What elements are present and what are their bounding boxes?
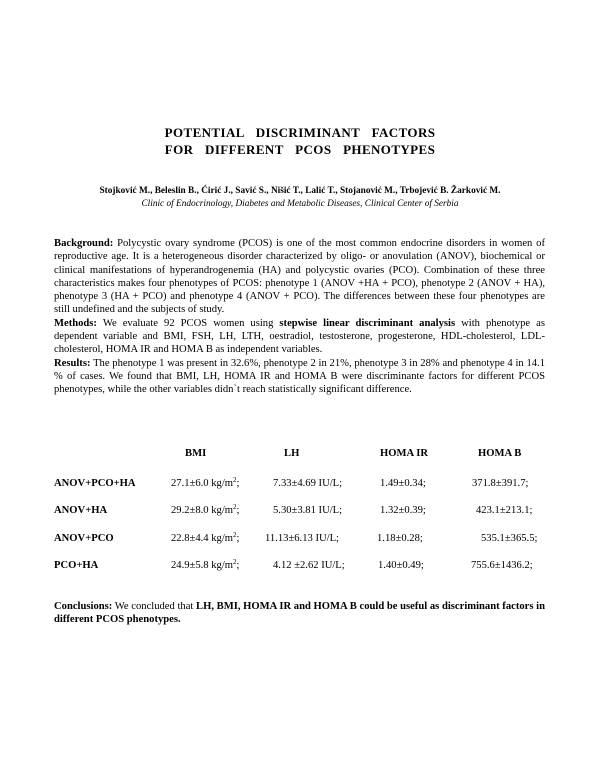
- cell-lh: 5.30±3.81 IU/L;: [273, 505, 343, 516]
- cell-lh: 11.13±6.13 IU/L;: [265, 533, 339, 544]
- row-label: ANOV+PCO+HA: [54, 478, 136, 489]
- cell-bmi: 24.9±5.8 $kg/m^2$;: [171, 558, 240, 571]
- results-paragraph: [54, 357, 545, 397]
- table-row: [54, 505, 545, 519]
- table-row: [54, 560, 545, 574]
- cell-homa-b: 535.1±365.5;: [481, 533, 538, 544]
- cell-homa-ir: 1.49±0.34;: [380, 478, 426, 489]
- header-homa-b: HOMA B: [478, 448, 522, 459]
- cell-lh: 7.33±4.69 IU/L;: [273, 478, 343, 489]
- cell-homa-b: 755.6±1436.2;: [471, 560, 533, 571]
- conclusions-emphasis: LH, BMI, HOMA IR and HOMA B could be useful as discriminant factors in different PCOS phenotypes.: [54, 601, 545, 626]
- methods-paragraph: [54, 317, 545, 357]
- table-row: [54, 478, 545, 492]
- cell-homa-ir: 1.18±0.28;: [377, 533, 423, 544]
- header-homa-ir: HOMA IR: [380, 448, 428, 459]
- methods-label: Methods:: [54, 317, 97, 329]
- title-line-2: FOR DIFFERENT PCOS PHENOTYPES: [164, 142, 436, 157]
- affiliation: Clinic of Endocrinology, Diabetes and Metabolic Diseases, Clinical Center of Serbia: [141, 199, 459, 209]
- title-line-1: POTENTIAL DISCRIMINANT FACTORS: [164, 125, 436, 140]
- results-label: Results:: [54, 357, 91, 369]
- conclusions-text-pre: We concluded that: [112, 601, 197, 612]
- cell-lh: 4.12 ±2.62 IU/L;: [273, 560, 345, 571]
- cell-homa-b: 423.1±213.1;: [476, 505, 533, 516]
- header-bmi: BMI: [185, 448, 207, 459]
- header-lh: LH: [284, 448, 300, 459]
- cell-homa-b: 371.8±391.7;: [472, 478, 529, 489]
- background-paragraph: [54, 237, 545, 317]
- cell-bmi: 27.1±6.0 $kg/m^2$;: [171, 476, 240, 489]
- row-label: PCO+HA: [54, 560, 99, 571]
- cell-bmi: 29.2±8.0 $kg/m^2$;: [171, 503, 240, 516]
- cell-homa-ir: 1.32±0.39;: [380, 505, 426, 516]
- table-row: [54, 533, 545, 547]
- results-text: The phenotype 1 was present in 32.6%, phenotype 2 in 21%, phenotype 3 in 28% and phenotype 4 in 14.1 % of cases. We found that BMI, LH, HOMA IR and HOMA B were discriminante factors for different PCOS phenotypes, while the other variables didn`t reach statistically significant difference.: [54, 357, 545, 396]
- author-list: Stojković M., Beleslin B., Ćirić J., Savić S., Nišić T., Lalić T., Stojanović M., Trbojević B. Žarković M.: [99, 186, 501, 196]
- background-label: Background:: [54, 238, 114, 249]
- background-text: Polycystic ovary syndrome (PCOS) is one of the most common endocrine disorders in women of reproductive age. It is a heterogeneous disorder characterized by oligo- or anovulation (ANOV), biochemical or clinical manifestations of hyperandrogenemia (HA) and polycystic ovaries (PCO). Combination of these three characteristics makes four phenotypes of PCOS: phenotype 1 (ANOV +HA + PCO), phenotype 2 (ANOV + HA), phenotype 3 (HA + PCO) and phenotype 4 (ANOV + PCO). The differences between these four phenotypes are still undefined and the subjects of study.: [54, 238, 545, 316]
- cell-bmi: 22.8±4.4 $kg/m^2$;: [171, 531, 240, 544]
- abstract: [54, 237, 545, 397]
- methods-text-pre: We evaluate 92 PCOS women using: [96, 317, 280, 329]
- methods-text-post: with phenotype as dependent variable and BMI, FSH, LH, LTH, oestradiol, testosterone, progesterone, HDL-cholesterol, LDL-cholesterol, HOMA IR and HOMA B as independent variables.: [54, 317, 545, 356]
- row-label: ANOV+HA: [54, 505, 108, 516]
- conclusions-paragraph: [54, 600, 545, 627]
- conclusions-label: Conclusions:: [54, 601, 113, 612]
- methods-emphasis: stepwise linear discriminant analysis: [279, 317, 456, 329]
- cell-homa-ir: 1.40±0.49;: [378, 560, 424, 571]
- row-label: ANOV+PCO: [54, 533, 114, 544]
